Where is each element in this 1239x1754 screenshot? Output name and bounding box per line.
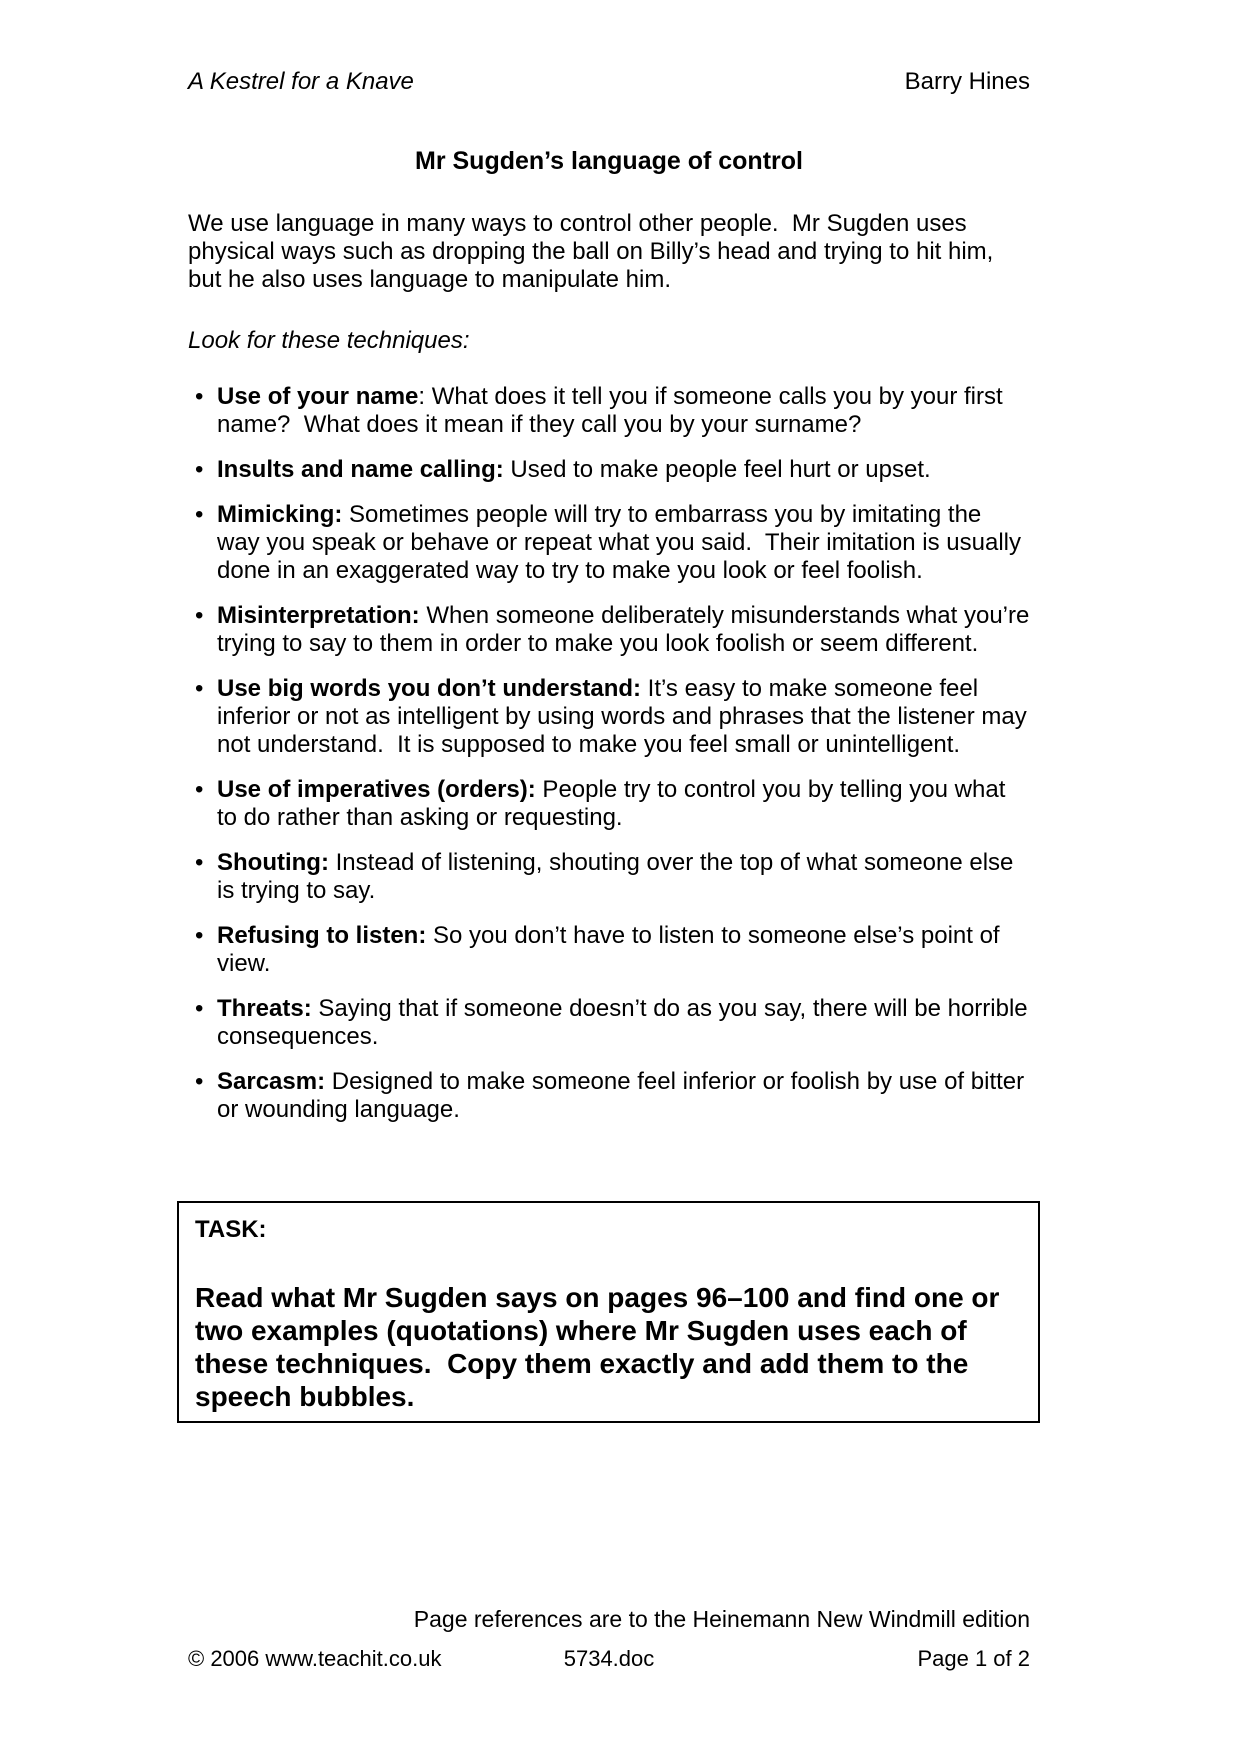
techniques-label: Look for these techniques: (188, 327, 470, 354)
technique-description: Instead of listening, shouting over the top of what someone else is trying to say. (217, 849, 1021, 904)
bullet-icon: • (195, 675, 204, 702)
intro-paragraph: We use language in many ways to control other people. Mr Sugden uses physical ways such as dropping the ball on Billy’s head and trying to hit him, but he also uses language to manipulate him. (188, 210, 1001, 293)
technique-item-sarcasm (188, 1068, 1030, 1124)
techniques-list (188, 383, 1037, 1141)
technique-name: Use of your name (217, 383, 419, 410)
technique-name: Use of imperatives (orders): (217, 776, 536, 803)
footer-row (188, 1646, 1030, 1672)
technique-description: : What does it tell you if someone calls you by your first name? What does it mean if they call you by your surname? (217, 383, 1010, 438)
technique-description: Saying that if someone doesn’t do as you say, there will be horrible consequences. (217, 995, 1035, 1050)
technique-name: Sarcasm: (217, 1068, 326, 1095)
technique-item-refusing-to-listen (188, 922, 1030, 978)
technique-description: Used to make people feel hurt or upset. (503, 456, 931, 483)
copyright-text: © 2006 www.teachit.co.uk (188, 1646, 442, 1671)
bullet-icon: • (195, 776, 204, 803)
page-header (188, 68, 1030, 96)
author-name: Barry Hines (904, 68, 1030, 95)
technique-description: Sometimes people will try to embarrass you by imitating the way you speak or behave or repeat what you said. Their imitation is usually done in an exaggerated way to try to make you look or feel foolish. (217, 501, 1028, 584)
technique-item-big-words (188, 675, 1034, 759)
technique-item-shouting (188, 849, 1030, 905)
technique-name: Threats: (217, 995, 312, 1022)
technique-name: Shouting: (217, 849, 329, 876)
bullet-icon: • (195, 1068, 204, 1095)
bullet-icon: • (195, 456, 204, 483)
bullet-icon: • (195, 501, 204, 528)
technique-item-threats (188, 995, 1035, 1051)
task-label: TASK: (195, 1216, 267, 1243)
technique-description: It’s easy to make someone feel inferior or not as intelligent by using words and phrases that the listener may not understand. It is supposed to make you feel small or unintelligent. (217, 675, 1034, 758)
technique-name: Refusing to listen: (217, 922, 427, 949)
bullet-icon: • (195, 995, 204, 1022)
technique-item-imperatives (188, 776, 1030, 832)
page-title: Mr Sugden’s language of control (415, 147, 803, 175)
bullet-icon: • (195, 922, 204, 949)
bullet-icon: • (195, 849, 204, 876)
technique-item-use-of-your-name (188, 383, 1030, 439)
technique-name: Mimicking: (217, 501, 343, 528)
technique-item-misinterpretation (188, 602, 1037, 658)
task-body: Read what Mr Sugden says on pages 96–100 and find one or two examples (quotations) where Mr Sugden uses each of these techniques. Copy them exactly and add them to the speech bubbles. (195, 1282, 1008, 1412)
technique-description: So you don’t have to listen to someone else’s point of view. (217, 922, 1007, 977)
technique-description: People try to control you by telling you what to do rather than asking or requesting. (217, 776, 1013, 831)
filename-text: 5734.doc (563, 1646, 655, 1671)
page-number: Page 1 of 2 (917, 1646, 1031, 1671)
task-box (177, 1201, 1040, 1423)
footer-note: Page references are to the Heinemann New Windmill edition (413, 1606, 1030, 1632)
technique-description: When someone deliberately misunderstands what you’re trying to say to them in order to make you look foolish or seem different. (217, 602, 1037, 657)
technique-item-mimicking (188, 501, 1030, 585)
technique-name: Insults and name calling: (217, 456, 504, 483)
technique-name: Misinterpretation: (217, 602, 420, 629)
technique-item-insults (188, 456, 1030, 484)
book-title: A Kestrel for a Knave (188, 68, 414, 95)
technique-description: Designed to make someone feel inferior or foolish by use of bitter or wounding language. (217, 1068, 1031, 1123)
bullet-icon: • (195, 602, 204, 629)
bullet-icon: • (195, 383, 204, 410)
technique-name: Use big words you don’t understand: (217, 675, 642, 702)
